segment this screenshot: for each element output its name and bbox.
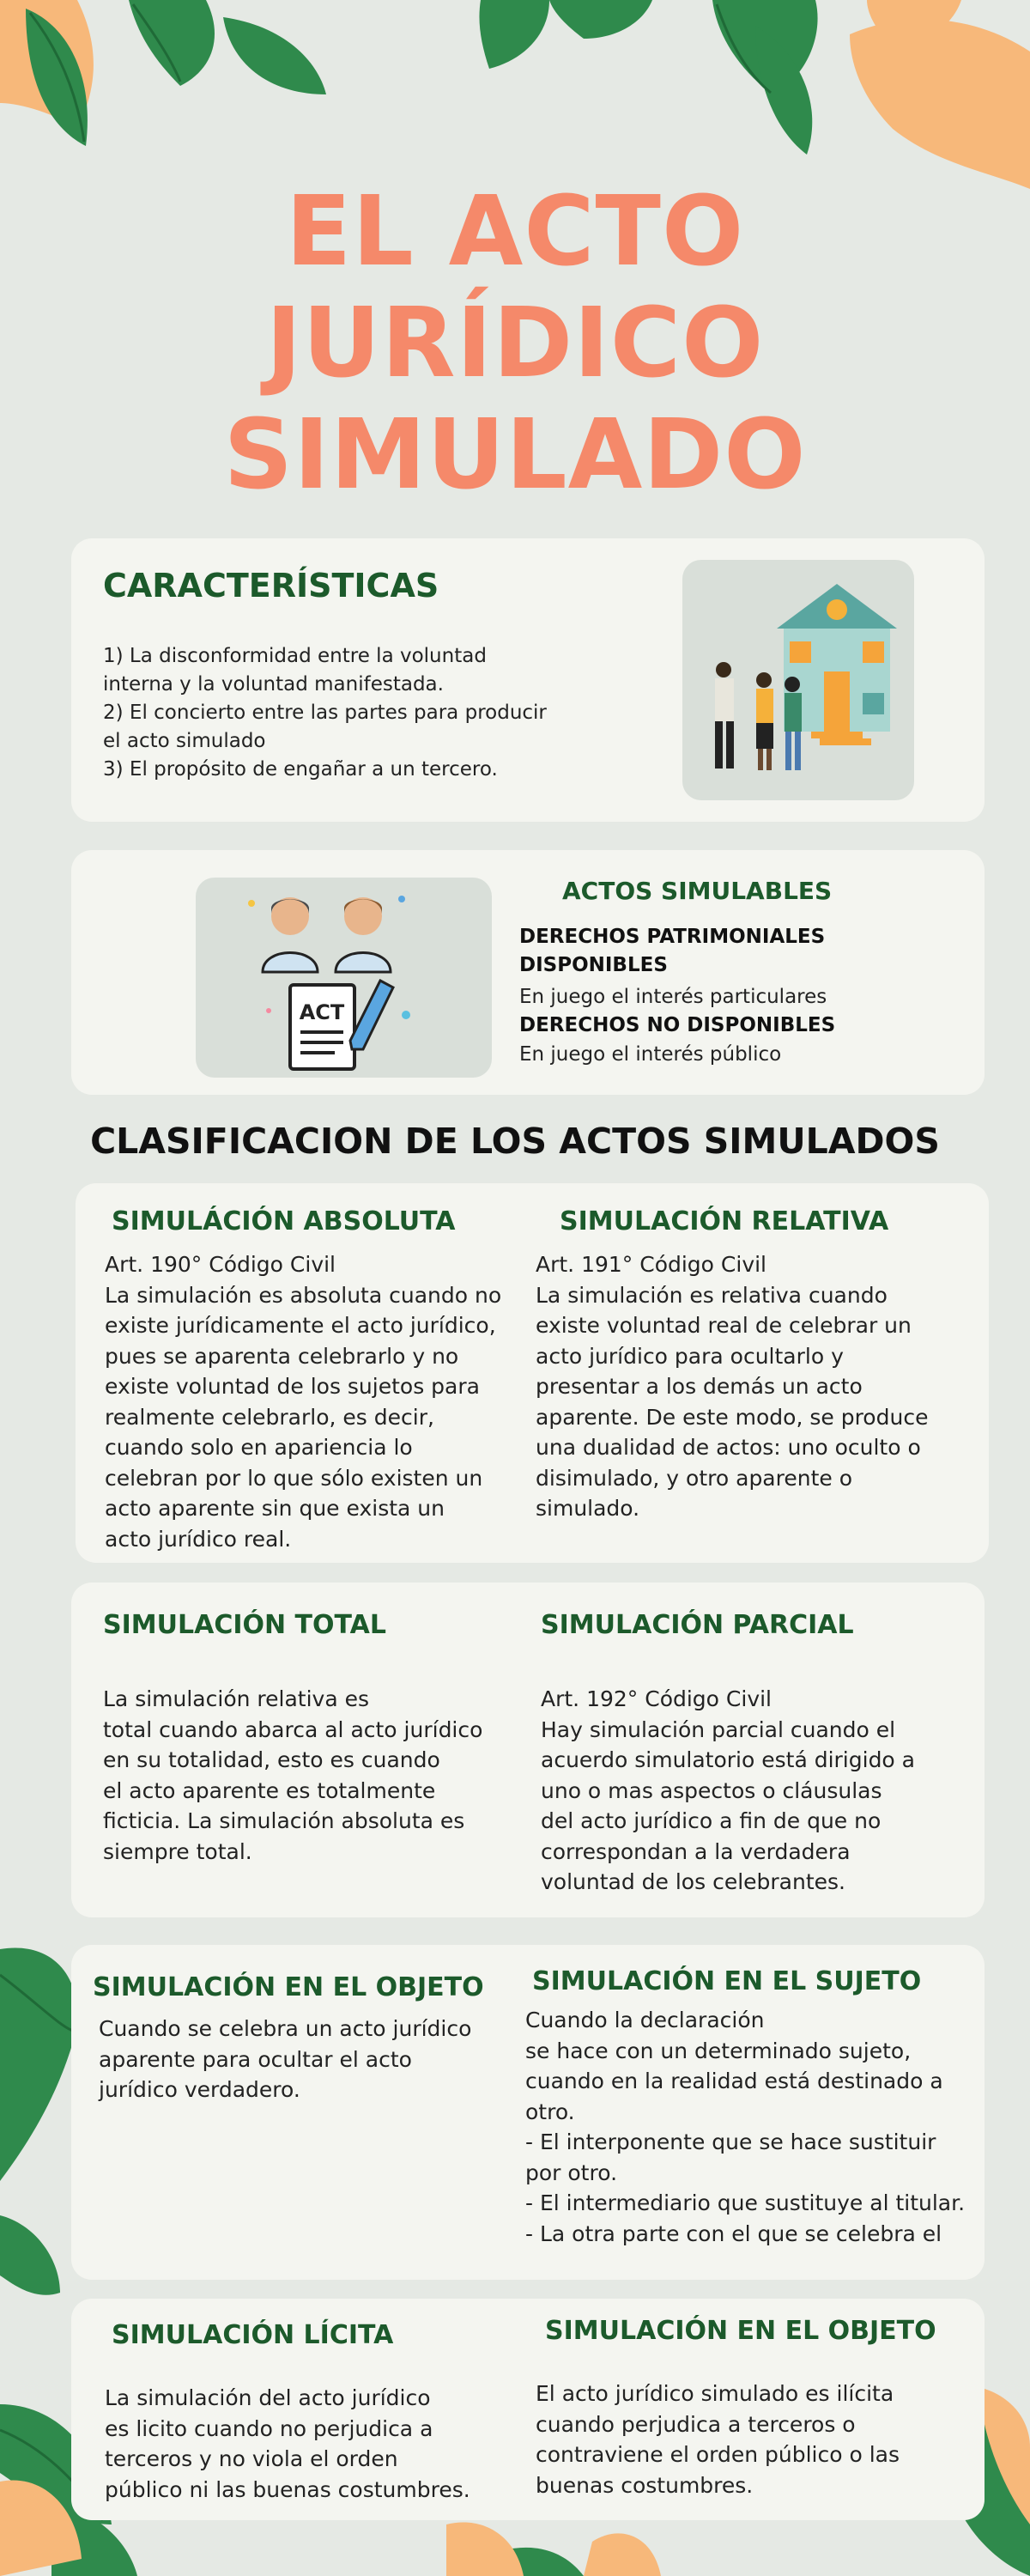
house-illustration	[682, 560, 914, 800]
act-illustration	[196, 878, 492, 1078]
derechos-disponibles-text: En juego el interés particulares	[519, 986, 827, 1008]
total-text: La simulación relativa es total cuando abarca al acto jurídico en su totalidad, esto es cuando el acto aparente es totalmente ficticia. La simulación absoluta es siempre total.	[103, 1686, 483, 1864]
clasificacion-title: CLASIFICACION DE LOS ACTOS SIMULADOS	[90, 1121, 940, 1162]
objeto2-text: El acto jurídico simulado es ilícita cuando perjudica a terceros o contraviene el orden público o las buenas costumbres.	[536, 2381, 900, 2498]
title-line-3: SIMULADO	[223, 399, 807, 511]
absoluta-text: Art. 190° Código Civil La simulación es absoluta cuando no existe jurídicamente el acto jurídico, pues se aparenta celebrarlo y no existe voluntad de los sujetos para realmente celebrarlo, es decir, cuando solo en apariencia lo celebran por lo que sólo existen un acto aparente sin que exista un acto jurídico real.	[105, 1252, 502, 1552]
relativa-text: Art. 191° Código Civil La simulación es relativa cuando existe voluntad real de celebrar un acto jurídico para ocultarlo y presentar a los demás un acto aparente. De este modo, se produce una dualidad de actos: uno oculto o disimulado, y otro aparente o simulado.	[536, 1252, 929, 1521]
house-family-icon	[682, 560, 914, 800]
derechos-no-disponibles-text: En juego el interés público	[519, 1043, 782, 1066]
objeto-heading: SIMULACIÓN EN EL OBJETO	[93, 1972, 484, 2002]
leaf-decoration-top	[0, 0, 1030, 189]
caracteristicas-heading: CARACTERÍSTICAS	[103, 567, 439, 605]
absoluta-heading: SIMULÁCIÓN ABSOLUTA	[112, 1206, 456, 1236]
objeto-text: Cuando se celebra un acto jurídico aparente para ocultar el acto jurídico verdadero.	[99, 2016, 472, 2102]
page-title	[0, 176, 1030, 511]
act-label: ACT	[299, 1000, 345, 1024]
derechos-no-disponibles-title: DERECHOS NO DISPONIBLES	[519, 1014, 836, 1036]
caracteristicas-text: 1) La disconformidad entre la voluntad interna y la voluntad manifestada. 2) El concierto entre las partes para producir el acto simulado 3) El propósito de engañar a un tercero.	[103, 645, 547, 781]
parcial-text: Art. 192° Código Civil Hay simulación parcial cuando el acuerdo simulatorio está dirigido a uno o mas aspectos o cláusulas del acto jurídico a fin de que no correspondan a la verdadera voluntad de los celebrantes.	[541, 1686, 915, 1894]
total-heading: SIMULACIÓN TOTAL	[103, 1610, 386, 1640]
licita-heading: SIMULACIÓN LÍCITA	[112, 2320, 394, 2350]
contract-icon	[196, 878, 492, 1078]
relativa-heading: SIMULACIÓN RELATIVA	[560, 1206, 889, 1236]
actos-simulables-heading: ACTOS SIMULABLES	[562, 877, 833, 905]
sujeto-text: Cuando la declaración se hace con un determinado sujeto, cuando en la realidad está destinado a otro. - El interponente que se hace sustituir por otro. - El intermediario que sustituye al titular. - La otra parte con el que se celebra el	[525, 2008, 966, 2246]
parcial-heading: SIMULACIÓN PARCIAL	[541, 1610, 854, 1640]
licita-text: La simulación del acto jurídico es licito cuando no perjudica a terceros y no viola el orden público ni las buenas costumbres.	[105, 2385, 470, 2502]
title-line-1: EL ACTO	[285, 176, 745, 288]
objeto2-heading: SIMULACIÓN EN EL OBJETO	[545, 2316, 936, 2346]
title-line-2: JURÍDICO	[265, 288, 765, 399]
sujeto-heading: SIMULACIÓN EN EL SUJETO	[532, 1966, 922, 1996]
derechos-disponibles-title: DERECHOS PATRIMONIALES DISPONIBLES	[519, 926, 826, 976]
